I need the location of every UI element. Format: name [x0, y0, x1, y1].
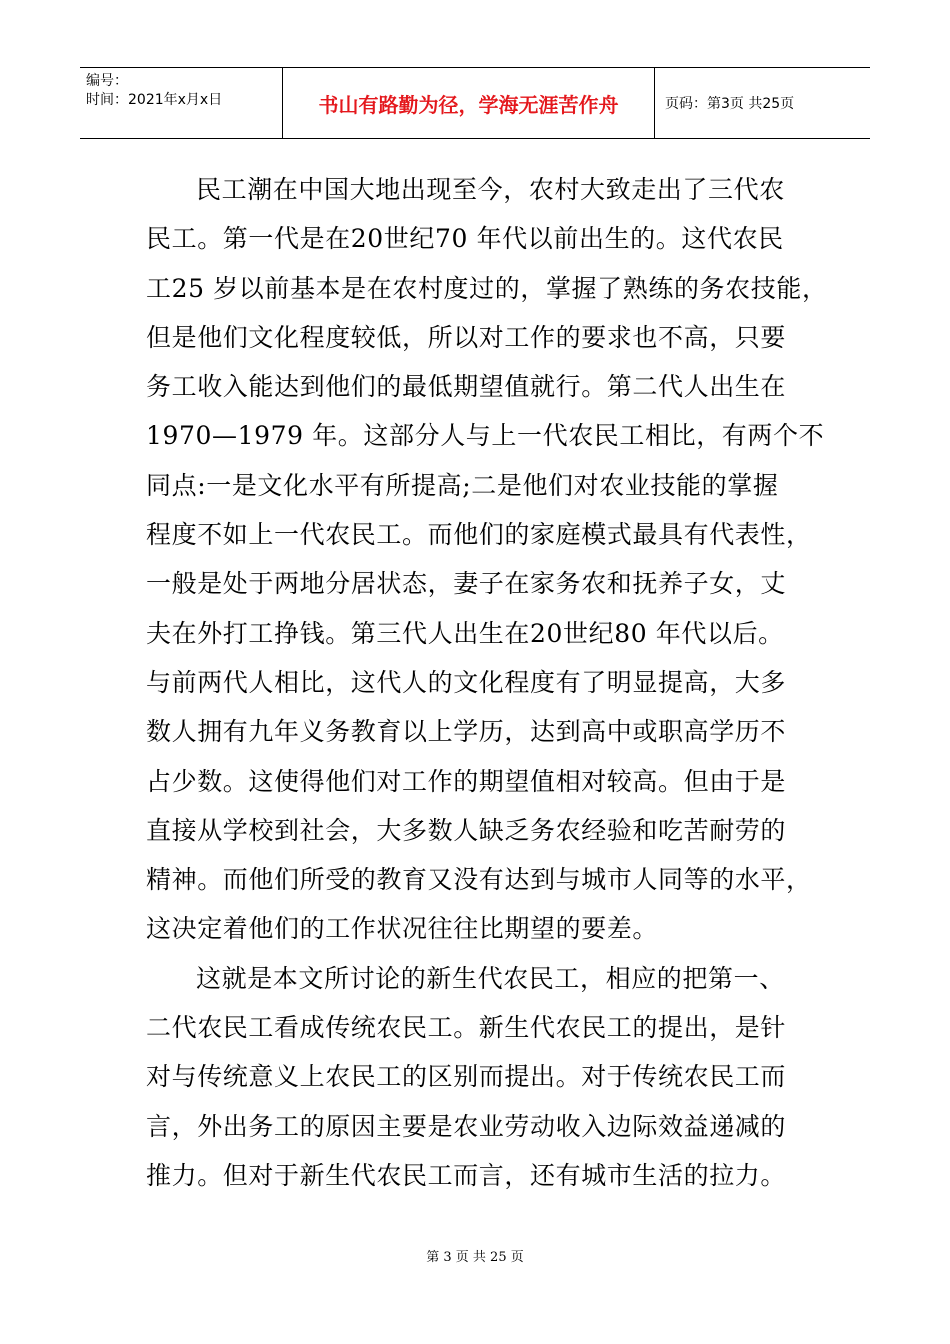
body-line: 这就是本文所讨论的新生代农民工，相应的把第一、	[196, 963, 785, 993]
body-line: 与前两代人相比，这代人的文化程度有了明显提高，大多	[146, 667, 787, 697]
body-line: 夫在外打工挣钱。第三代人出生在20世纪80 年代以后。	[146, 618, 784, 648]
header-page-info: 页码：第3页 共25页	[665, 96, 795, 112]
page-footer: 第 3 页 共 25 页	[426, 1250, 524, 1265]
body-line: 数人拥有九年义务教育以上学历，达到高中或职高学历不	[146, 717, 787, 747]
body-line: 这决定着他们的工作状况往往比期望的要差。	[146, 914, 659, 944]
body-line: 务工收入能达到他们的最低期望值就行。第二代人出生在	[146, 372, 787, 402]
body-line: 民工潮在中国大地出现至今，农村大致走出了三代农	[196, 175, 785, 204]
header-motto: 书山有路勤为径，学海无涯苦作舟	[283, 68, 655, 138]
body-line: 程度不如上一代农民工。而他们的家庭模式最具有代表性，	[146, 520, 812, 550]
document-number-label: 编号：	[86, 73, 128, 89]
body-line: 同点:一是文化水平有所提高;二是他们对农业技能的掌握	[146, 470, 779, 500]
body-line: 言，外出务工的原因主要是农业劳动收入边际效益递减的	[146, 1111, 787, 1141]
body-line: 对与传统意义上农民工的区别而提出。对于传统农民工而	[146, 1062, 787, 1092]
document-time-label: 时间：2021年x月x日	[86, 92, 223, 108]
document-body	[146, 165, 826, 1200]
body-line: 一般是处于两地分居状态，妻子在家务农和抚养子女，丈	[146, 569, 787, 599]
body-line: 占少数。这使得他们对工作的期望值相对较高。但由于是	[146, 766, 787, 796]
body-line: 工25 岁以前基本是在农村度过的，掌握了熟练的务农技能，	[146, 273, 828, 303]
body-line: 精神。而他们所受的教育又没有达到与城市人同等的水平，	[146, 865, 812, 895]
body-line: 直接从学校到社会，大多数人缺乏务农经验和吃苦耐劳的	[146, 815, 787, 845]
body-line: 1970—1979 年。这部分人与上一代农民工相比，有两个不	[146, 421, 825, 451]
body-line: 二代农民工看成传统农民工。新生代农民工的提出，是针	[146, 1013, 787, 1043]
header-meta	[80, 68, 283, 138]
page-header	[80, 67, 870, 139]
body-line: 推力。但对于新生代农民工而言，还有城市生活的拉力。	[146, 1160, 787, 1190]
body-line: 民工。第一代是在20世纪70 年代以前出生的。这代农民	[146, 224, 784, 254]
body-line: 但是他们文化程度较低，所以对工作的要求也不高，只要	[146, 322, 787, 352]
